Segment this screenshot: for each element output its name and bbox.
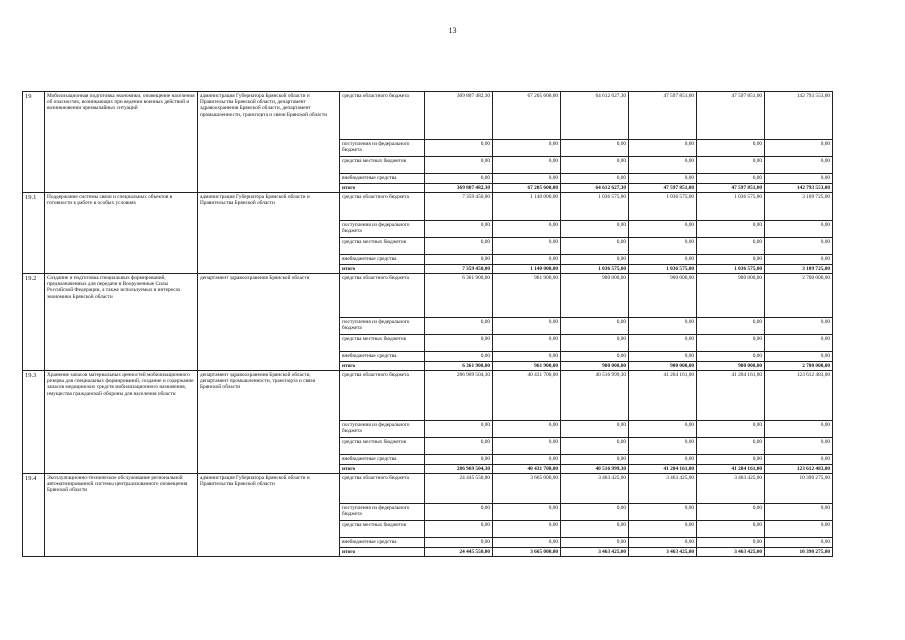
- amount-cell: 0,00: [765, 140, 833, 157]
- amount-cell: 40 516 999,30: [561, 465, 629, 474]
- amount-cell: 142 793 553,00: [765, 184, 833, 193]
- amount-cell: 47 597 851,00: [629, 184, 697, 193]
- amount-cell: 0,00: [493, 455, 561, 465]
- amount-cell: 40 431 700,00: [493, 465, 561, 474]
- amount-cell: 67 205 600,00: [493, 184, 561, 193]
- amount-cell: 2 700 000,00: [765, 274, 833, 318]
- amount-cell: 900 000,00: [697, 274, 765, 318]
- amount-cell: 3 109 725,00: [765, 193, 833, 221]
- amount-cell: 0,00: [765, 318, 833, 335]
- amount-cell: 0,00: [765, 255, 833, 265]
- amount-cell: 0,00: [493, 504, 561, 521]
- amount-cell: 0,00: [629, 352, 697, 362]
- amount-cell: 0,00: [697, 521, 765, 538]
- amount-cell: 1 036 575,00: [697, 193, 765, 221]
- amount-cell: 1 036 575,00: [561, 265, 629, 274]
- amount-cell: 0,00: [697, 352, 765, 362]
- amount-cell: 24 445 550,00: [425, 548, 493, 557]
- amount-cell: 0,00: [629, 221, 697, 238]
- funding-source: поступления из федерального бюджета: [340, 504, 425, 521]
- amount-cell: 24 445 550,00: [425, 474, 493, 504]
- funding-source: средства местных бюджетов: [340, 335, 425, 352]
- amount-cell: 3 463 425,00: [697, 474, 765, 504]
- amount-cell: 900 000,00: [697, 362, 765, 371]
- amount-cell: 0,00: [765, 221, 833, 238]
- amount-cell: 0,00: [697, 221, 765, 238]
- funding-source: средства областного бюджета: [340, 193, 425, 221]
- executor: департамент здравоохранения Брянской области: [198, 274, 340, 371]
- amount-cell: 0,00: [425, 538, 493, 548]
- amount-cell: 0,00: [765, 455, 833, 465]
- page-number: 13: [448, 26, 457, 35]
- amount-cell: 0,00: [493, 352, 561, 362]
- executor: администрация Губернатора Брянской области и Правительства Брянской области: [198, 193, 340, 274]
- funding-source: итого: [340, 184, 425, 193]
- amount-cell: 3 463 425,00: [629, 548, 697, 557]
- amount-cell: 47 597 851,00: [697, 92, 765, 140]
- amount-cell: 0,00: [425, 157, 493, 174]
- amount-cell: 0,00: [493, 538, 561, 548]
- amount-cell: 0,00: [425, 504, 493, 521]
- amount-cell: 0,00: [629, 521, 697, 538]
- amount-cell: 0,00: [425, 318, 493, 335]
- measure-title: Создание и подготовка специальных формирований, предназначенных для передачи в Вооруженные Силы Российской Федерации, а также используемых в интересах экономики Брянской области: [45, 274, 198, 371]
- amount-cell: 0,00: [765, 352, 833, 362]
- amount-cell: 0,00: [561, 318, 629, 335]
- amount-cell: 0,00: [697, 140, 765, 157]
- amount-cell: 0,00: [629, 174, 697, 184]
- amount-cell: 0,00: [561, 335, 629, 352]
- amount-cell: 0,00: [425, 255, 493, 265]
- amount-cell: 0,00: [765, 174, 833, 184]
- amount-cell: 0,00: [697, 421, 765, 438]
- row-index: 19.1: [23, 193, 45, 274]
- amount-cell: 0,00: [629, 255, 697, 265]
- amount-cell: 961 900,00: [493, 274, 561, 318]
- row-index: 19.3: [23, 371, 45, 474]
- amount-cell: 0,00: [629, 140, 697, 157]
- amount-cell: 1 036 575,00: [629, 193, 697, 221]
- funding-source: итого: [340, 548, 425, 557]
- amount-cell: 0,00: [561, 504, 629, 521]
- amount-cell: 0,00: [561, 352, 629, 362]
- budget-table-body: [23, 92, 833, 557]
- amount-cell: 0,00: [629, 421, 697, 438]
- amount-cell: 7 359 450,00: [425, 265, 493, 274]
- executor: администрация Губернатора Брянской области и Правительства Брянской области: [198, 474, 340, 557]
- amount-cell: 0,00: [629, 318, 697, 335]
- amount-cell: 1 140 000,00: [493, 265, 561, 274]
- amount-cell: 1 036 575,00: [697, 265, 765, 274]
- amount-cell: 0,00: [765, 421, 833, 438]
- executor: департамент здравоохранения Брянской области, департамент промышленности, транспорта и связи Брянской области: [198, 371, 340, 474]
- amount-cell: 0,00: [425, 238, 493, 255]
- amount-cell: 0,00: [561, 255, 629, 265]
- amount-cell: 0,00: [561, 438, 629, 455]
- amount-cell: 0,00: [697, 157, 765, 174]
- amount-cell: 0,00: [493, 318, 561, 335]
- amount-cell: 142 793 553,00: [765, 92, 833, 140]
- amount-cell: 1 036 575,00: [629, 265, 697, 274]
- amount-cell: 0,00: [493, 221, 561, 238]
- funding-source: итого: [340, 465, 425, 474]
- amount-cell: 0,00: [493, 255, 561, 265]
- amount-cell: 900 000,00: [629, 362, 697, 371]
- amount-cell: 0,00: [561, 157, 629, 174]
- amount-cell: 0,00: [561, 221, 629, 238]
- amount-cell: 0,00: [629, 438, 697, 455]
- funding-source: внебюджетные средства: [340, 538, 425, 548]
- amount-cell: 0,00: [493, 174, 561, 184]
- amount-cell: 0,00: [697, 538, 765, 548]
- amount-cell: 47 597 851,00: [629, 92, 697, 140]
- funding-source: внебюджетные средства: [340, 255, 425, 265]
- amount-cell: 286 969 504,30: [425, 465, 493, 474]
- funding-source: внебюджетные средства: [340, 352, 425, 362]
- funding-source: средства областного бюджета: [340, 92, 425, 140]
- measure-title: Мобилизационная подготовка экономики, оповещение населения об опасностях, возникающих при ведении военных действий и возникновении чрезвычайных ситуаций: [45, 92, 198, 193]
- amount-cell: 40 431 700,00: [493, 371, 561, 421]
- amount-cell: 369 807 482,30: [425, 92, 493, 140]
- amount-cell: 369 807 482,30: [425, 184, 493, 193]
- amount-cell: 67 205 600,00: [493, 92, 561, 140]
- funding-source: итого: [340, 265, 425, 274]
- amount-cell: 3 463 425,00: [561, 474, 629, 504]
- amount-cell: 0,00: [629, 238, 697, 255]
- funding-source: средства местных бюджетов: [340, 157, 425, 174]
- funding-source: средства областного бюджета: [340, 474, 425, 504]
- amount-cell: 0,00: [561, 538, 629, 548]
- amount-cell: 0,00: [765, 504, 833, 521]
- amount-cell: 123 612 483,00: [765, 465, 833, 474]
- amount-cell: 0,00: [765, 238, 833, 255]
- amount-cell: 123 612 483,00: [765, 371, 833, 421]
- funding-source: поступления из федерального бюджета: [340, 421, 425, 438]
- funding-source: средства местных бюджетов: [340, 238, 425, 255]
- funding-source: внебюджетные средства: [340, 174, 425, 184]
- amount-cell: 41 204 161,00: [629, 371, 697, 421]
- amount-cell: 0,00: [765, 538, 833, 548]
- amount-cell: 0,00: [493, 335, 561, 352]
- amount-cell: 2 700 000,00: [765, 362, 833, 371]
- amount-cell: 0,00: [561, 238, 629, 255]
- amount-cell: 41 204 161,00: [629, 465, 697, 474]
- amount-cell: 0,00: [425, 221, 493, 238]
- amount-cell: 64 612 627,30: [561, 92, 629, 140]
- table-row: [23, 474, 833, 504]
- funding-source: средства областного бюджета: [340, 274, 425, 318]
- table-row: [23, 92, 833, 140]
- amount-cell: 40 516 999,30: [561, 371, 629, 421]
- amount-cell: 3 665 000,00: [493, 474, 561, 504]
- funding-source: средства областного бюджета: [340, 371, 425, 421]
- table-row: [23, 274, 833, 318]
- amount-cell: 0,00: [697, 504, 765, 521]
- amount-cell: 0,00: [425, 352, 493, 362]
- amount-cell: 0,00: [425, 140, 493, 157]
- amount-cell: 0,00: [425, 455, 493, 465]
- funding-source: поступления из федерального бюджета: [340, 221, 425, 238]
- funding-source: поступления из федерального бюджета: [340, 140, 425, 157]
- amount-cell: 10 390 275,00: [765, 474, 833, 504]
- funding-source: средства местных бюджетов: [340, 521, 425, 538]
- amount-cell: 0,00: [561, 174, 629, 184]
- row-index: 19.2: [23, 274, 45, 371]
- amount-cell: 0,00: [425, 521, 493, 538]
- amount-cell: 0,00: [697, 238, 765, 255]
- amount-cell: 0,00: [493, 438, 561, 455]
- amount-cell: 47 597 851,00: [697, 184, 765, 193]
- amount-cell: 0,00: [493, 521, 561, 538]
- amount-cell: 1 140 000,00: [493, 193, 561, 221]
- amount-cell: 41 204 161,00: [697, 465, 765, 474]
- measure-title: Эксплуатационно-техническое обслуживание региональной автоматизированной системы централизованного оповещения Брянской области: [45, 474, 198, 557]
- amount-cell: 64 612 627,30: [561, 184, 629, 193]
- executor: администрация Губернатора Брянской области и Правительства Брянской области, департамент здравоохранения Брянской области, департамент промышленности, транспорта и связи Брянской области: [198, 92, 340, 193]
- amount-cell: 0,00: [765, 521, 833, 538]
- amount-cell: 0,00: [425, 335, 493, 352]
- funding-source: итого: [340, 362, 425, 371]
- amount-cell: 900 000,00: [629, 274, 697, 318]
- measure-title: Хранение запасов материальных ценностей мобилизационного резерва для специальных формирований, создание и содержание запасов медицинских средств мобилизационного назначения, имущества гражданской обороны для населения области: [45, 371, 198, 474]
- amount-cell: 0,00: [493, 421, 561, 438]
- amount-cell: 3 463 425,00: [561, 548, 629, 557]
- amount-cell: 0,00: [493, 238, 561, 255]
- amount-cell: 0,00: [561, 521, 629, 538]
- amount-cell: 3 109 725,00: [765, 265, 833, 274]
- amount-cell: 3 463 425,00: [629, 474, 697, 504]
- amount-cell: 3 463 425,00: [697, 548, 765, 557]
- amount-cell: 0,00: [697, 455, 765, 465]
- amount-cell: 0,00: [765, 438, 833, 455]
- amount-cell: 900 000,00: [561, 274, 629, 318]
- budget-table: [22, 91, 833, 557]
- amount-cell: 0,00: [765, 335, 833, 352]
- amount-cell: 0,00: [765, 157, 833, 174]
- amount-cell: 6 361 900,00: [425, 274, 493, 318]
- amount-cell: 0,00: [629, 335, 697, 352]
- amount-cell: 0,00: [561, 140, 629, 157]
- amount-cell: 0,00: [629, 455, 697, 465]
- amount-cell: 0,00: [629, 157, 697, 174]
- amount-cell: 10 390 275,00: [765, 548, 833, 557]
- amount-cell: 961 900,00: [493, 362, 561, 371]
- amount-cell: 6 361 900,00: [425, 362, 493, 371]
- table-row: [23, 193, 833, 221]
- amount-cell: 0,00: [425, 438, 493, 455]
- amount-cell: 0,00: [697, 318, 765, 335]
- amount-cell: 0,00: [425, 174, 493, 184]
- amount-cell: 0,00: [493, 157, 561, 174]
- amount-cell: 0,00: [561, 421, 629, 438]
- funding-source: внебюджетные средства: [340, 455, 425, 465]
- amount-cell: 900 000,00: [561, 362, 629, 371]
- amount-cell: 7 359 450,00: [425, 193, 493, 221]
- amount-cell: 0,00: [697, 438, 765, 455]
- amount-cell: 0,00: [493, 140, 561, 157]
- amount-cell: 0,00: [629, 538, 697, 548]
- funding-source: поступления из федерального бюджета: [340, 318, 425, 335]
- amount-cell: 3 665 000,00: [493, 548, 561, 557]
- row-index: 19.4: [23, 474, 45, 557]
- amount-cell: 0,00: [561, 455, 629, 465]
- measure-title: Поддержание системы связи и специальных объектов в готовности к работе в особых условиях: [45, 193, 198, 274]
- amount-cell: 0,00: [697, 255, 765, 265]
- amount-cell: 0,00: [425, 421, 493, 438]
- amount-cell: 0,00: [629, 504, 697, 521]
- funding-source: средства местных бюджетов: [340, 438, 425, 455]
- amount-cell: 41 204 161,00: [697, 371, 765, 421]
- amount-cell: 0,00: [697, 335, 765, 352]
- amount-cell: 286 969 504,30: [425, 371, 493, 421]
- amount-cell: 1 036 575,00: [561, 193, 629, 221]
- table-row: [23, 371, 833, 421]
- row-index: 19: [23, 92, 45, 193]
- amount-cell: 0,00: [697, 174, 765, 184]
